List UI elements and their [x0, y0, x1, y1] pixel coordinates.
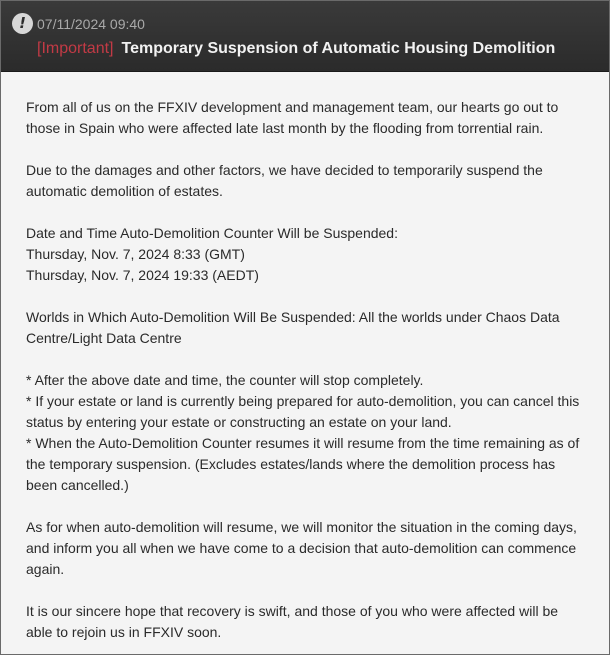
notice-date: 07/11/2024 09:40: [37, 16, 145, 32]
note-item: * After the above date and time, the counter will stop completely.: [26, 372, 424, 388]
note-item: * If your estate or land is currently being prepared for auto-demolition, you can cancel this status by entering your estate or constructing an estate on your land.: [26, 393, 580, 430]
exclamation-icon: !: [12, 13, 33, 34]
worlds-paragraph: Worlds in Which Auto-Demolition Will Be Suspended: All the worlds under Chaos Data Centre/Light Data Centre: [26, 309, 560, 346]
schedule-heading: Date and Time Auto-Demolition Counter Will be Suspended:: [26, 225, 398, 241]
notice-title: Temporary Suspension of Automatic Housing Demolition: [121, 40, 556, 57]
notes-block: [26, 370, 584, 496]
schedule-gmt: Thursday, Nov. 7, 2024 8:33 (GMT): [26, 246, 245, 262]
closing-paragraph: It is our sincere hope that recovery is swift, and those of you who were affected will be able to rejoin us in FFXIV soon.: [26, 603, 559, 640]
intro-paragraph: From all of us on the FFXIV development and management team, our hearts go out to those in Spain who were affected late last month by the flooding from torrential rain.: [26, 99, 559, 136]
note-item: * When the Auto-Demolition Counter resumes it will resume from the time remaining as of the temporary suspension. (Excludes estates/lands where the demolition process has been cancelled.): [26, 435, 580, 493]
resume-paragraph: As for when auto-demolition will resume, we will monitor the situation in the coming days, and inform you all when we have come to a decision that auto-demolition can commence again.: [26, 519, 577, 577]
important-tag: [Important]: [37, 40, 114, 57]
notice-header: [1, 1, 609, 72]
decision-paragraph: Due to the damages and other factors, we have decided to temporarily suspend the automatic demolition of estates.: [26, 162, 543, 199]
notice-title-row: [37, 40, 555, 58]
schedule-block: [26, 223, 584, 286]
notice-body: [1, 72, 609, 643]
schedule-aedt: Thursday, Nov. 7, 2024 19:33 (AEDT): [26, 267, 259, 283]
